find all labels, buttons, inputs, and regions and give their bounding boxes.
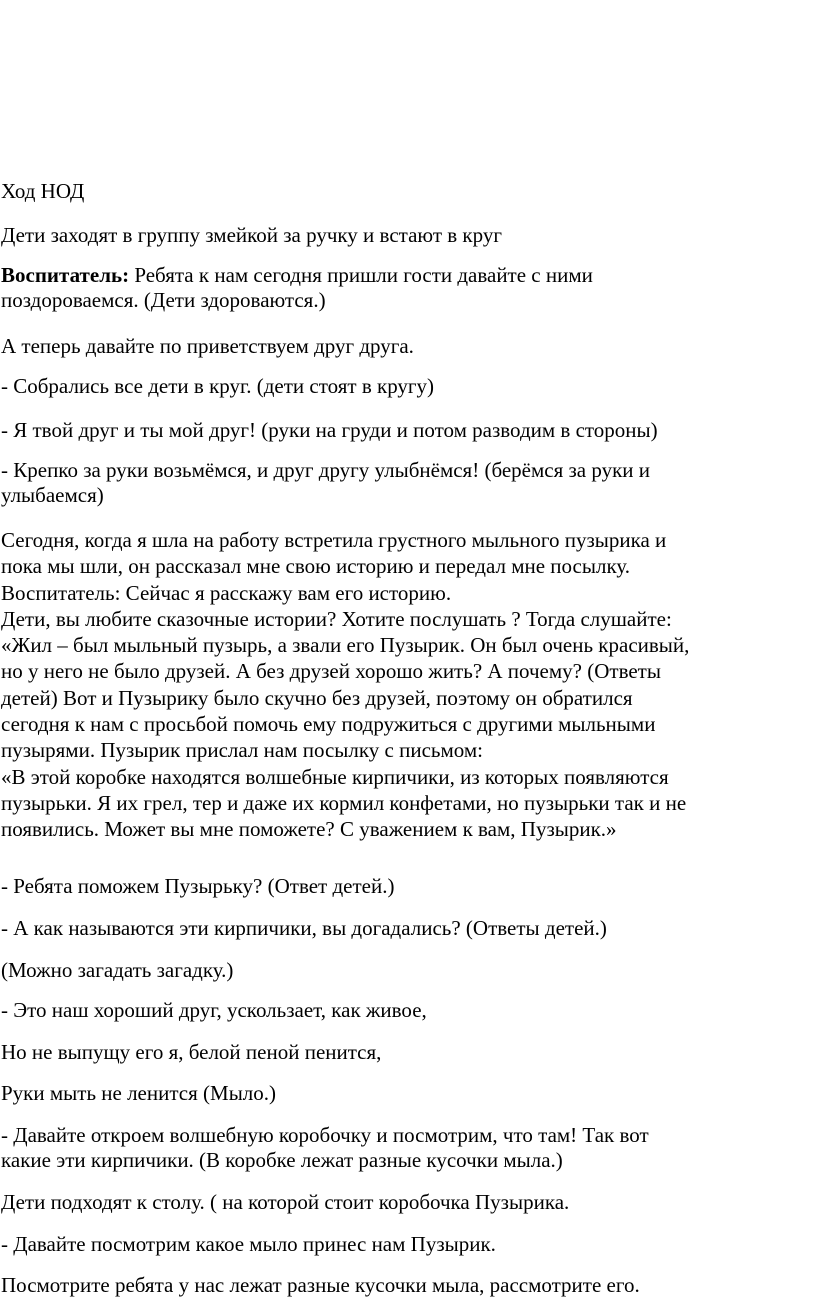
paragraph-text: Руки мыть не ленится (Мыло.) bbox=[1, 1081, 277, 1105]
paragraph-line bbox=[1, 263, 813, 288]
story-line: «В этой коробке находятся волшебные кирпичики, из которых появляются bbox=[1, 764, 669, 789]
paragraph-look bbox=[1, 1232, 813, 1257]
paragraph-question bbox=[1, 916, 813, 941]
paragraph-text: Дети подходят к столу. ( на которой стоит коробочка Пузырика. bbox=[1, 1190, 570, 1214]
paragraph-text: Но не выпущу его я, белой пеной пенится, bbox=[1, 1040, 382, 1064]
paragraph-smile bbox=[1, 458, 813, 508]
story-line: Сегодня, когда я шла на работу встретила грустного мыльного пузырика и bbox=[1, 528, 667, 552]
story-line: но у него не было друзей. А без друзей хорошо жить? А почему? (Ответы bbox=[1, 659, 661, 684]
paragraph-open-box bbox=[1, 1123, 813, 1173]
heading bbox=[1, 179, 813, 204]
paragraph-text: А теперь давайте по приветствуем друг друга. bbox=[1, 334, 414, 358]
paragraph-text: - Я твой друг и ты мой друг! (руки на груди и потом разводим в стороны) bbox=[1, 418, 658, 442]
story-line: сегодня к нам с просьбой помочь ему подружиться с другими мыльными bbox=[1, 712, 656, 737]
paragraph-welcome bbox=[1, 334, 813, 359]
story-line: Дети, вы любите сказочные истории? Хотите послушать ? Тогда слушайте: bbox=[1, 606, 672, 631]
paragraph-text: Ребята к нам сегодня пришли гости давайте с ними bbox=[129, 263, 593, 287]
story-line: пузырями. Пузырик прислал нам посылку с письмом: bbox=[1, 738, 483, 763]
paragraph-text: - Это наш хороший друг, ускользает, как живое, bbox=[1, 998, 427, 1022]
story-line: пока мы шли, он рассказал мне свою историю и передал мне посылку. bbox=[1, 554, 631, 579]
paragraph-line: какие эти кирпичики. (В коробке лежат разные кусочки мыла.) bbox=[1, 1148, 563, 1172]
story-line: «Жил – был мыльный пузырь, а звали его Пузырик. Он был очень красивый, bbox=[1, 633, 690, 658]
heading-text: Ход НОД bbox=[1, 179, 85, 203]
paragraph-text: - Давайте посмотрим какое мыло принес нам Пузырик. bbox=[1, 1232, 496, 1256]
paragraph-text: - Собрались все дети в круг. (дети стоят в кругу) bbox=[1, 374, 435, 398]
paragraph-entry bbox=[1, 223, 813, 248]
paragraph-line: - Давайте откроем волшебную коробочку и посмотрим, что там! Так вот bbox=[1, 1123, 649, 1147]
paragraph-text: (Можно загадать загадку.) bbox=[1, 958, 234, 982]
paragraph-help bbox=[1, 874, 813, 899]
paragraph-line: поздороваемся. (Дети здороваются.) bbox=[1, 288, 326, 312]
paragraph-text: - Ребята поможем Пузырьку? (Ответ детей.) bbox=[1, 874, 395, 898]
story-line: детей) Вот и Пузырику было скучно без друзей, поэтому он обратился bbox=[1, 685, 633, 710]
riddle-line bbox=[1, 1081, 813, 1106]
riddle-line bbox=[1, 1040, 813, 1065]
paragraph-circle bbox=[1, 374, 813, 399]
paragraph-riddle-intro bbox=[1, 958, 813, 983]
paragraph-text: Дети заходят в группу змейкой за ручку и встают в круг bbox=[1, 223, 502, 247]
paragraph-examine bbox=[1, 1273, 813, 1298]
paragraph-text: Посмотрите ребята у нас лежат разные кусочки мыла, рассмотрите его. bbox=[1, 1273, 640, 1297]
speaker-label: Воспитатель: bbox=[1, 263, 130, 287]
story-line: появились. Может вы мне поможете? С уважением к вам, Пузырик.» bbox=[1, 817, 617, 842]
story-line: пузырьки. Я их грел, тер и даже их кормил конфетами, но пузырьки так и не bbox=[1, 790, 687, 815]
story-line: Воспитатель: Сейчас я расскажу вам его историю. bbox=[1, 580, 452, 605]
riddle-line bbox=[1, 998, 813, 1023]
paragraph-text: - А как называются эти кирпичики, вы догадались? (Ответы детей.) bbox=[1, 916, 607, 940]
paragraph-line: - Крепко за руки возьмёмся, и друг другу улыбнёмся! (берёмся за руки и bbox=[1, 458, 651, 482]
paragraph-story bbox=[1, 527, 813, 843]
paragraph-line: улыбаемся) bbox=[1, 483, 104, 507]
paragraph-friend bbox=[1, 418, 813, 443]
paragraph-greeting bbox=[1, 263, 813, 313]
paragraph-table bbox=[1, 1190, 813, 1215]
